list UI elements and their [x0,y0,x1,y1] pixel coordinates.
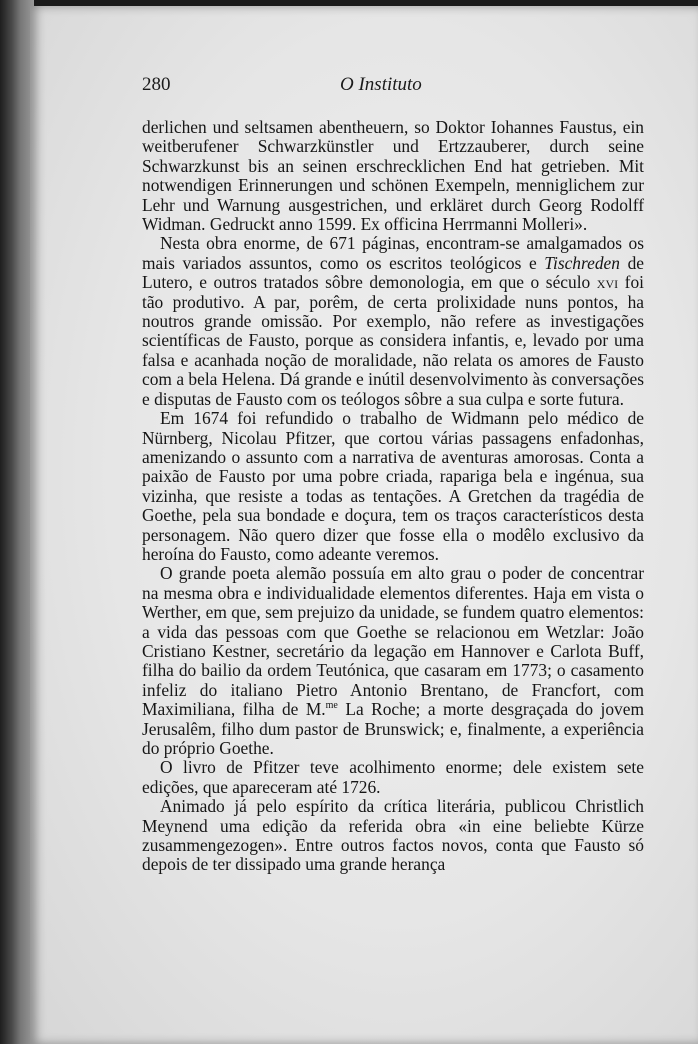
text-run: Nesta obra enorme, de 671 páginas, encontram-se amalgamados os mais variados assuntos, como os escritos teológicos e [142,233,644,273]
superscript-text: me [325,700,338,712]
paragraph [142,409,644,564]
text-run: derlichen und seltsamen abentheuern, so Doktor Iohannes Faustus, ein weitberufener Schwarzkünstler und Ertzzauberer, durch seine Schwarzkunst bis an seinen erschrecklichen End hat getrieben. Mit notwendigen Erinnerungen und schönen Exempeln, menniglichem zur Lehr und Warnung ausgestrichen, und erkläret durch Georg Rodolff Widman. Gedruckt anno 1599. Ex officina Herrmanni Molleri». [142,117,644,235]
paragraph [142,234,644,409]
text-run: de Lutero, e outros tratados sôbre demonologia, em que o século [142,252,644,293]
page-header [142,74,642,100]
text-run: Em 1674 foi refundido o trabalho de Widmann pelo médico de Nürnberg, Nicolau Pfitzer, que cortou várias passagens enfadonhas, amenizando o assunto com a narrativa de aventuras amorosas. Conta a paixão de Fausto por uma pobre criada, rapariga bela e ingénua, sua vizinha, que resiste a todas as tentações. A Gretchen da tragédia de Goethe, pela sua bondade e doçura, tem os traços característicos desta personagem. Não quero dizer que fosse ella o modêlo exclusivo da heroína do Fausto, como adeante veremos. [142,408,644,564]
paragraph [142,564,644,758]
paragraph [142,797,644,875]
small-caps-text: xvi [596,272,619,293]
text-run: foi tão produtivo. A par, porêm, de certa prolixidade nuns pontos, ha noutros grande omissão. Por exemplo, não refere as investigações scientíficas de Fausto, porque as considera infantis, e, levado por uma falsa e acanhada noção de moralidade, não relata os amores de Fausto com a bela Helena. Dá grande e inútil desenvolvimento às conversações e disputas de Fausto com os teólogos sôbre a sua culpa e sorte futura. [142,272,644,409]
page-number: 280 [142,74,171,95]
running-title: O Instituto [340,74,422,95]
body-text [142,118,644,875]
book-binding [0,0,34,1044]
text-run: Animado já pelo espírito da crítica literária, publicou Christlich Meynend uma edição da referida obra «in eine beliebte Kürze zusammengezogen». Entre outros factos novos, conta que Fausto só depois de ter dissipado uma grande herança [142,796,644,875]
paragraph [142,758,644,797]
italic-text: Tischreden [544,252,620,273]
text-run: O grande poeta alemão possuía em alto grau o poder de concentrar na mesma obra e individualidade elementos diferentes. Haja em vista o Werther, em que, sem prejuizo da unidade, se fundem quatro elementos: a vida das pessoas com que Goethe se relacionou em Wetzlar: João Cristiano Kestner, secretário da legação em Hannover e Carlota Buff, filha do bailio da ordem Teutónica, que casaram em 1773; o casamento infeliz do italiano Pietro Antonio Brentano, de Francfort, com Maximiliana, filha de M. [142,563,644,720]
paragraph [142,118,644,234]
text-run: La Roche; a morte desgraçada do jovem Jerusalêm, filho dum pastor de Brunswick; e, finalmente, a experiência do próprio Goethe. [142,699,644,758]
text-run: O livro de Pfitzer teve acolhimento enorme; dele existem sete edições, que apareceram até 1726. [142,757,644,797]
